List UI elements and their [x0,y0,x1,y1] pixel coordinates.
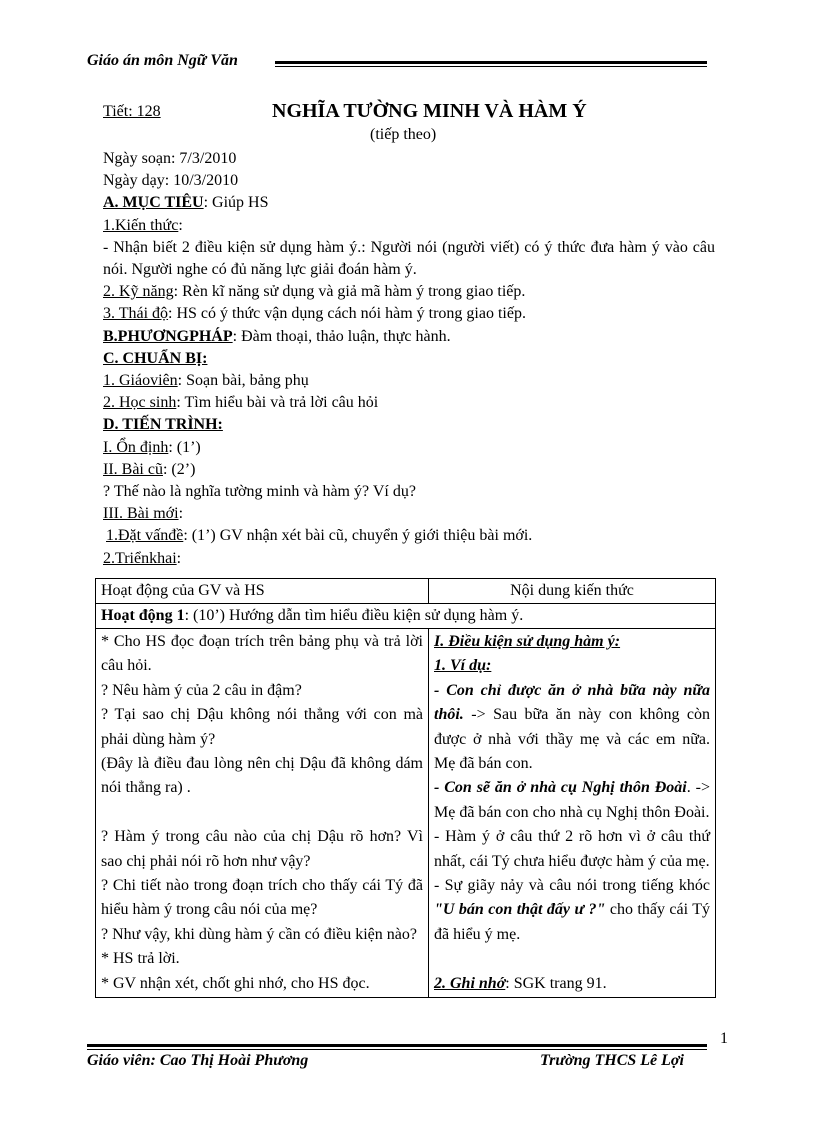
example-1-text: -> Sau bữa ăn này con không còn được ở nhà với thầy mẹ và các em nữa. Mẹ đã bán con. [434,706,710,773]
old-lesson-heading: II. Bài cũ [103,460,163,478]
table-header-row [96,579,716,604]
teacher-student-cell [96,629,429,998]
content-heading-2: 1. Ví dụ: [434,657,492,675]
section-d-heading: D. TIẾN TRÌNH: [103,416,223,434]
col-header-left: Hoạt động của GV và HS [96,579,429,604]
col-header-right: Nội dung kiến thức [429,579,716,604]
left-line: (Đây là điều đau lòng nên chị Dậu đã không dám nói thẳng ra) . [101,755,423,797]
stabilize-text: : (1’) [168,438,201,456]
left-line: ? Chi tiết nào trong đoạn trích cho thấy cái Tý đã hiểu hàm ý trong câu nói của mẹ? [101,877,423,919]
activity-cell [96,604,716,629]
skills-text: : Rèn kĩ năng sử dụng và giả mã hàm ý trong giao tiếp. [173,283,526,301]
page-header [87,52,707,76]
memo-text: : SGK trang 91. [505,974,607,992]
section-b [103,326,715,348]
intro-line [103,525,715,547]
explanation-4 [434,874,710,947]
page-number: 1 [720,1030,728,1047]
memo-line [434,972,710,996]
subject-label: Giáo án môn Ngữ Văn [87,52,238,69]
example-1 [434,679,710,777]
left-line: ? Tại sao chị Dậu không nói thẳng với con mà phải dùng hàm ý? [101,706,423,748]
knowledge-content-cell [429,629,716,998]
activity-label: Hoạt động 1 [101,607,185,624]
teach-date: Ngày dạy: 10/3/2010 [103,172,239,190]
school-name: Trường THCS Lê Lợi [540,1052,684,1069]
prep-date: Ngày soạn: 7/3/2010 [103,150,237,167]
skills-line [103,281,715,303]
left-line: ? Hàm ý trong câu nào của chị Dậu rõ hơn? Vì sao chị phải nói rõ hơn như vậy? [101,828,423,870]
left-line: * HS trả lời. [101,950,180,968]
lesson-body [103,148,715,570]
activity-text: : (10’) Hướng dẫn tìm hiểu điều kiện sử dụng hàm ý. [184,607,524,624]
teacher-name: Giáo viên: Cao Thị Hoài Phương [87,1052,309,1069]
deploy-line [103,548,715,570]
left-line-blank [101,801,423,825]
attitude-line [103,303,715,325]
new-lesson-line [103,503,715,525]
left-line: * Cho HS đọc đoạn trích trên bảng phụ và trả lời câu hỏi. [101,633,423,675]
intro-text: : (1’) GV nhận xét bài cũ, chuyển ý giới thiệu bài mới. [183,527,533,545]
left-line: ? Như vậy, khi dùng hàm ý cần có điều kiện nào? [101,925,417,943]
skills-heading: 2. Kỹ năng [103,283,174,301]
memo-heading: 2. Ghi nhớ [434,974,506,992]
attitude-heading: 3. Thái độ [103,305,169,323]
section-a [103,192,715,214]
content-heading-1: I. Điều kiện sử dụng hàm ý: [434,633,621,650]
stabilize-line [103,437,715,459]
teacher-prep-heading: 1. Giáoviên [103,372,178,390]
student-prep-heading: 2. Học sinh [103,394,177,412]
intro-heading: 1.Đặt vấnđề [106,527,184,545]
explanation-4-quote: "U bán con thật đấy ư ?" [434,901,606,919]
activity-row [96,604,716,629]
knowledge-heading-line [103,215,715,237]
teacher-prep-text: : Soạn bài, bảng phụ [177,372,309,390]
example-2-text: . -> Mẹ đã bán con cho nhà cụ Nghị thôn Đoài. [434,779,710,821]
content-spacer [434,947,710,971]
explanation-3: - Hàm ý ở câu thứ 2 rõ hơn vì ở câu thứ nhất, cái Tý chưa hiểu được hàm ý của mẹ. [434,828,710,870]
section-a-heading: A. MỤC TIÊU [103,194,204,212]
deploy-colon: : [176,549,182,567]
example-1-bold: - Con chỉ được ăn ở nhà bữa này nữa thôi. [434,681,710,724]
knowledge-heading: 1.Kiến thức [103,216,179,234]
deploy-heading: 2.Triểnkhai [103,549,177,567]
header-rule [275,61,707,67]
student-prep-line [103,392,715,414]
explanation-4-pre: - Sự giãy nảy và câu nói trong tiếng khóc [434,877,710,895]
footer-rule [87,1044,707,1050]
section-a-text: : Giúp HS [203,194,269,212]
new-lesson-heading: III. Bài mới [103,505,179,523]
section-c [103,348,715,370]
old-lesson-line [103,459,715,481]
section-b-text: : Đàm thoại, thảo luận, thực hành. [232,327,451,345]
lesson-number: Tiết: 128 [103,103,161,120]
knowledge-text: - Nhận biết 2 điều kiện sử dụng hàm ý.: Người nói (người viết) có ý thức đưa hàm ý vào câu nói. Người nghe có đủ năng lực giải đoán hàm ý. [103,238,715,279]
attitude-text: : HS có ý thức vận dụng cách nói hàm ý trong giao tiếp. [168,305,526,323]
example-2-bold: - Con sẽ ăn ở nhà cụ Nghị thôn Đoài [434,779,687,797]
student-prep-text: : Tìm hiểu bài và trả lời câu hỏi [176,394,379,412]
stabilize-heading: I. Ổn định [103,438,169,456]
lesson-subtitle: (tiếp theo) [370,126,437,143]
content-row [96,629,716,998]
lesson-title: NGHĨA TƯỜNG MINH VÀ HÀM Ý [272,100,587,122]
old-lesson-question: ? Thế nào là nghĩa tường minh và hàm ý? Ví dụ? [103,483,416,501]
left-line: * GV nhận xét, chốt ghi nhớ, cho HS đọc. [101,974,370,992]
section-b-heading: B.PHƯƠNGPHÁP [103,327,233,345]
explanation-4-post: cho thấy cái Tý đã hiểu ý mẹ. [434,901,710,943]
teacher-prep-line [103,370,715,392]
new-lesson-colon: : [178,505,184,523]
knowledge-colon: : [178,216,183,234]
activity-table [95,578,716,998]
example-2 [434,776,710,825]
old-lesson-text: : (2’) [162,460,196,478]
left-line: ? Nêu hàm ý của 2 câu in đậm? [101,681,302,699]
section-c-heading: C. CHUẨN BỊ: [103,349,208,367]
section-d [103,414,715,436]
